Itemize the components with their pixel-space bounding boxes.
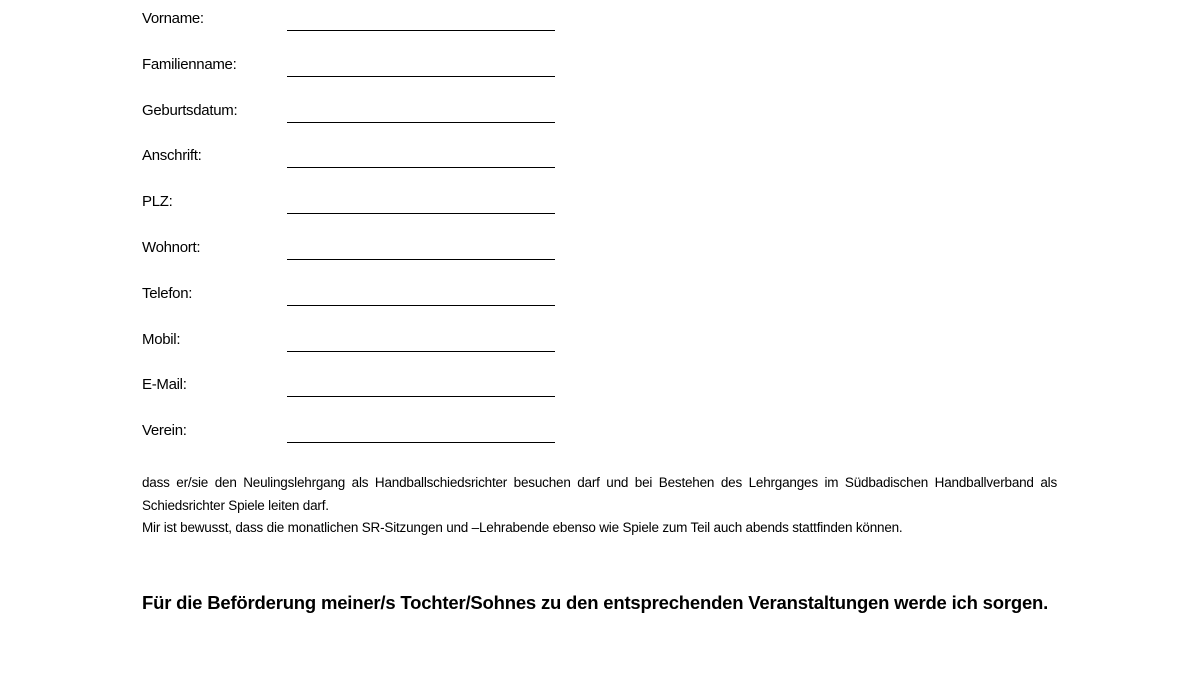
field-line-telefon[interactable] [287,305,555,306]
field-line-vorname[interactable] [287,30,555,31]
transport-statement: Für die Beförderung meiner/s Tochter/Sohnes zu den entsprechenden Veranstaltungen werde ich sorgen. [142,592,1049,613]
field-label-verein: Verein: [142,422,187,440]
field-label-email: E-Mail: [142,376,187,394]
field-label-anschrift: Anschrift: [142,147,202,165]
field-label-telefon: Telefon: [142,284,193,302]
form-row-geburtsdatum [142,98,562,144]
field-line-geburtsdatum[interactable] [287,122,555,123]
form-row-mobil [142,327,562,373]
field-line-familienname[interactable] [287,76,555,77]
field-line-plz[interactable] [287,213,555,214]
form-row-verein [142,418,562,464]
field-line-wohnort[interactable] [287,259,555,260]
form-row-email [142,372,562,418]
form-row-vorname [142,6,562,52]
registration-form [142,6,562,464]
form-row-anschrift [142,143,562,189]
form-row-familienname [142,52,562,98]
field-label-mobil: Mobil: [142,330,181,348]
field-label-plz: PLZ: [142,193,173,211]
consent-text [142,472,1057,540]
field-line-verein[interactable] [287,442,555,443]
field-label-vorname: Vorname: [142,10,204,27]
field-line-anschrift[interactable] [287,167,555,168]
form-row-plz [142,189,562,235]
consent-paragraph-2: Mir ist bewusst, dass die monatlichen SR-Sitzungen und –Lehrabende ebenso wie Spiele zum Teil auch abends stattfinden können. [142,520,903,535]
field-label-wohnort: Wohnort: [142,238,201,256]
form-row-telefon [142,281,562,327]
form-row-wohnort [142,235,562,281]
field-line-email[interactable] [287,396,555,397]
consent-paragraph-1: dass er/sie den Neulingslehrgang als Handballschiedsrichter besuchen darf und bei Bestehen des Lehrganges im Südbadischen Handballverband als Schiedsrichter Spiele leiten darf. [142,475,1057,513]
field-line-mobil[interactable] [287,351,555,352]
field-label-geburtsdatum: Geburtsdatum: [142,101,238,119]
field-label-familienname: Familienname: [142,55,237,73]
